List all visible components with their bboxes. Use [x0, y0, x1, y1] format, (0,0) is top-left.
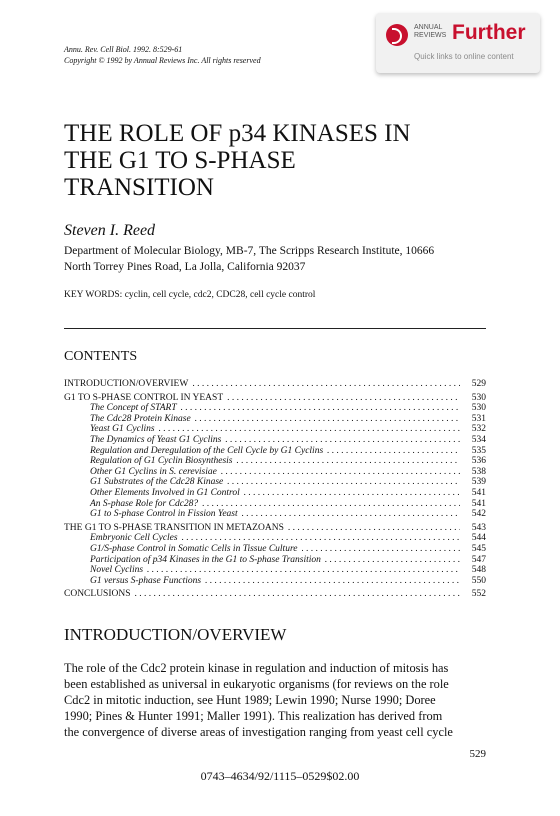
toc-entry-title: Other G1 Cyclins in S. cerevisiae [90, 466, 217, 477]
citation-line: Annu. Rev. Cell Biol. 1992. 8:529-61 [64, 45, 183, 54]
article-title [64, 120, 411, 201]
toc-page-number: 529 [471, 379, 486, 389]
toc-page-number: 544 [471, 533, 486, 544]
toc-entry[interactable] [64, 379, 486, 390]
toc-subentry[interactable] [64, 533, 486, 544]
toc-page-number: 542 [471, 509, 486, 520]
toc-page-number: 548 [471, 565, 486, 576]
affiliation-line: North Torrey Pines Road, La Jolla, California 92037 [64, 261, 306, 273]
toc-entry-title: Regulation and Deregulation of the Cell Cycle by G1 Cyclins [90, 445, 324, 456]
toc-entry-title: G1 to S-phase Control in Fission Yeast [90, 509, 238, 520]
leader-dots [327, 446, 460, 457]
toc-entry-title: An S-phase Role for Cdc28? [90, 498, 199, 509]
footer-code: 0743–4634/92/1115–0529$02.00 [200, 769, 360, 783]
toc-subentry[interactable] [64, 424, 486, 435]
toc-entry-title: INTRODUCTION/OVERVIEW [64, 379, 189, 389]
toc-entry-title: Participation of p34 Kinases in the G1 to S-phase Transition [90, 554, 321, 565]
toc-entry-title: Yeast G1 Cyclins [90, 424, 155, 435]
leader-dots [159, 424, 460, 435]
leader-dots [181, 403, 460, 414]
toc-page-number: 541 [471, 487, 486, 498]
section-heading: INTRODUCTION/OVERVIEW [64, 625, 287, 644]
logo-reviews-text: REVIEWS [414, 32, 447, 39]
toc-page-number: 531 [471, 413, 486, 424]
toc-page-number: 530 [471, 392, 486, 403]
toc-entry-title: THE G1 TO S-PHASE TRANSITION IN METAZOANS [64, 522, 284, 533]
annual-reviews-logo-icon [386, 24, 408, 46]
body-line: 1990; Pines & Hunter 1991; Maller 1991). This realization has derived from [64, 709, 443, 723]
toc-entry-title: The Concept of START [90, 403, 177, 414]
leader-dots [182, 533, 460, 544]
toc-subentry[interactable] [64, 499, 486, 510]
leader-dots [147, 565, 460, 576]
toc-subentry[interactable] [64, 555, 486, 566]
leader-dots [227, 393, 460, 404]
toc-subentry[interactable] [64, 435, 486, 446]
toc-entry-title: G1 versus S-phase Functions [90, 575, 202, 586]
further-label: Further [452, 21, 526, 44]
toc-entry[interactable] [64, 589, 486, 600]
toc-subentry[interactable] [64, 544, 486, 555]
author-affiliation [64, 243, 494, 275]
toc-subentry[interactable] [64, 456, 486, 467]
copyright-line: Copyright © 1992 by Annual Reviews Inc. All rights reserved [64, 56, 261, 65]
toc-subentry[interactable] [64, 565, 486, 576]
toc-entry-title: CONCLUSIONS [64, 589, 131, 600]
toc-subentry[interactable] [64, 414, 486, 425]
leader-dots [325, 555, 460, 566]
toc-page-number: 545 [471, 543, 486, 554]
toc-entry-title: G1/S-phase Control in Somatic Cells in Tissue Culture [90, 543, 298, 554]
toc-subentry[interactable] [64, 488, 486, 499]
toc-page-number: 550 [471, 575, 486, 586]
toc-subentry[interactable] [64, 403, 486, 414]
toc-subentry[interactable] [64, 477, 486, 488]
toc-entry-title: G1 Substrates of the Cdc28 Kinase [90, 477, 224, 488]
journal-citation [64, 44, 261, 66]
body-line: The role of the Cdc2 protein kinase in regulation and induction of mitosis has [64, 661, 449, 675]
toc-subentry[interactable] [64, 446, 486, 457]
toc-page-number: 536 [471, 456, 486, 467]
further-banner[interactable] [376, 13, 540, 73]
toc-page-number: 538 [471, 466, 486, 477]
body-line: been established as universal in eukaryotic organisms (for reviews on the role [64, 677, 449, 691]
toc-page-number: 539 [471, 477, 486, 488]
toc-page-number: 534 [471, 434, 486, 445]
author-name: Steven I. Reed [64, 222, 156, 239]
toc-page-number: 543 [471, 522, 486, 533]
keywords: KEY WORDS: cyclin, cell cycle, cdc2, CDC28, cell cycle control [64, 290, 316, 300]
toc-subentry[interactable] [64, 576, 486, 587]
toc-page-number: 552 [471, 589, 486, 600]
toc-entry-title: G1 TO S-PHASE CONTROL IN YEAST [64, 392, 224, 403]
title-line: THE ROLE OF p34 KINASES IN [64, 120, 411, 147]
toc-entry-title: The Dynamics of Yeast G1 Cyclins [90, 434, 222, 445]
toc-entry-title: Novel Cyclins [90, 565, 144, 576]
leader-dots [302, 544, 460, 555]
divider [64, 328, 486, 329]
toc-page-number: 530 [471, 403, 486, 414]
toc-entry-title: Regulation of G1 Cyclin Biosynthesis [90, 456, 233, 467]
title-line: TRANSITION [64, 174, 214, 201]
section-body [64, 660, 486, 740]
contents-heading: CONTENTS [64, 349, 138, 364]
toc-subentry[interactable] [64, 467, 486, 478]
leader-dots [236, 456, 460, 467]
leader-dots [242, 509, 460, 520]
leader-dots [205, 576, 460, 587]
leader-dots [195, 414, 460, 425]
leader-dots [288, 523, 460, 534]
toc-page-number: 535 [471, 445, 486, 456]
toc-subentry[interactable] [64, 509, 486, 520]
affiliation-line: Department of Molecular Biology, MB-7, The Scripps Research Institute, 10666 [64, 245, 435, 257]
leader-dots [244, 488, 460, 499]
logo-annual-text: ANNUAL [414, 24, 443, 31]
title-line: THE G1 TO S-PHASE [64, 147, 296, 174]
body-line: Cdc2 in mitotic induction, see Hunt 1989; Lewin 1990; Nurse 1990; Doree [64, 693, 436, 707]
leader-dots [135, 589, 460, 600]
logo-text [414, 24, 446, 40]
leader-dots [202, 499, 460, 510]
leader-dots [225, 435, 460, 446]
page-number: 529 [469, 748, 486, 760]
toc-entry[interactable] [64, 523, 486, 534]
toc-entry-title: The Cdc28 Protein Kinase [90, 413, 191, 424]
leader-dots [227, 477, 460, 488]
toc-entry-title: Other Elements Involved in G1 Control [90, 487, 240, 498]
leader-dots [192, 379, 460, 390]
quick-links-link[interactable]: Quick links to online content [414, 52, 514, 61]
body-line: the convergence of diverse areas of investigation ranging from yeast cell cycle [64, 725, 453, 739]
toc-entry[interactable] [64, 393, 486, 404]
toc-page-number: 541 [471, 498, 486, 509]
toc-page-number: 532 [471, 424, 486, 435]
toc-page-number: 547 [471, 554, 486, 565]
table-of-contents [64, 379, 486, 600]
leader-dots [221, 467, 460, 478]
toc-entry-title: Embryonic Cell Cycles [90, 533, 178, 544]
